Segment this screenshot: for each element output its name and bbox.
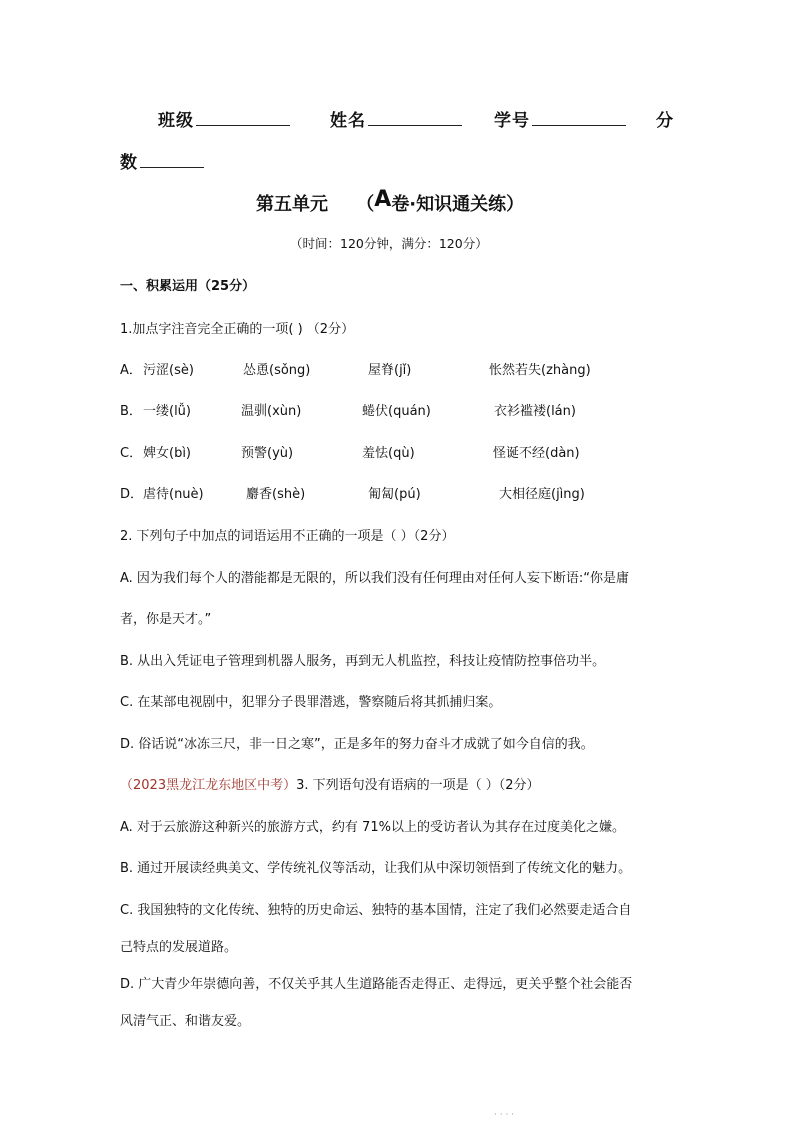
option-item: 怂恿(sǒng) [243, 363, 311, 378]
name-blank[interactable] [368, 109, 462, 126]
title-rest: 卷·知识通关练） [391, 194, 525, 215]
class-blank[interactable] [196, 109, 290, 126]
question-3-option-c-continued: 己特点的发展道路。 [120, 940, 238, 955]
option-letter: B． [120, 404, 142, 419]
name-field [330, 106, 462, 131]
unit-title: 第五单元 [256, 194, 328, 215]
watermark-dots: · · · · [494, 1110, 515, 1120]
option-item: 污涩(sè) [143, 363, 194, 378]
student-id-field [494, 106, 626, 131]
question-3-option-c[interactable]: C. 我国独特的文化传统、独特的历史命运、独特的基本国情，注定了我们必然要走适合自 [120, 903, 632, 918]
question-3-option-d-continued: 风清气正、和谐友爱。 [120, 1014, 251, 1029]
question-source: （2023黑龙江龙东地区中考） [120, 778, 297, 793]
question-3-stem: 3. 下列语句没有语病的一项是（ ）（2分） [296, 778, 540, 793]
paper-letter: A [374, 187, 392, 212]
title-paren: （ [356, 194, 375, 215]
score-blank[interactable] [140, 151, 204, 168]
score-field [120, 148, 204, 173]
question-1-stem: 1.加点字注音完全正确的一项( ) （2分） [120, 322, 355, 337]
option-item: 大相径庭(jìng) [499, 487, 585, 502]
option-item: 蜷伏(quán) [362, 404, 431, 419]
option-letter: A． [120, 363, 142, 378]
class-label: 班级 [158, 111, 194, 131]
question-2-stem: 2. 下列句子中加点的词语运用不正确的一项是（ ）（2分） [120, 529, 455, 544]
exam-info: （时间：120分钟，满分：120分） [290, 236, 488, 251]
option-item: 羞怯(qù) [362, 446, 415, 461]
question-2-option-c[interactable]: C. 在某部电视剧中，犯罪分子畏罪潜逃，警察随后将其抓捕归案。 [120, 695, 502, 710]
question-2-option-a-continued: 者，你是天才。” [120, 612, 212, 627]
option-letter: C． [120, 446, 143, 461]
score-label-part2: 数 [120, 153, 138, 173]
option-item: 预警(yù) [241, 446, 294, 461]
option-item: 怅然若失(zhàng) [489, 363, 591, 378]
option-item: 衣衫褴褛(lán) [494, 404, 576, 419]
question-2-option-b[interactable]: B. 从出入凭证电子管理到机器人服务，再到无人机监控，科技让疫情防控事倍功半。 [120, 654, 606, 669]
section-heading: 一、积累运用（25分） [120, 279, 256, 294]
option-item: 婢女(bì) [143, 446, 192, 461]
student-id-label: 学号 [494, 111, 530, 131]
option-item: 虐待(nuè) [143, 487, 204, 502]
question-3-option-a[interactable]: A. 对于云旅游这种新兴的旅游方式，约有 71%以上的受访者认为其存在过度美化之嫌。 [120, 820, 625, 835]
name-label: 姓名 [330, 111, 366, 131]
option-item: 麝香(shè) [246, 487, 306, 502]
question-2-option-d[interactable]: D. 俗话说“冰冻三尺，非一日之寒”，正是多年的努力奋斗才成就了如今自信的我。 [120, 737, 594, 752]
option-item: 一缕(lǚ) [143, 404, 191, 419]
student-id-blank[interactable] [532, 109, 626, 126]
option-item: 匍匐(pú) [368, 487, 421, 502]
question-3-header [120, 774, 540, 793]
question-3-option-b[interactable]: B. 通过开展读经典美文、学传统礼仪等活动，让我们从中深切领悟到了传统文化的魅力。 [120, 861, 632, 876]
question-2-option-a[interactable]: A. 因为我们每个人的潜能都是无限的，所以我们没有任何理由对任何人妄下断语:“你是庸 [120, 571, 630, 586]
option-letter: D． [120, 487, 144, 502]
option-item: 屋脊(jǐ) [368, 363, 412, 378]
score-label-part1: 分 [656, 111, 674, 131]
question-3-option-d[interactable]: D. 广大青少年崇德向善，不仅关乎其人生道路能否走得正、走得远，更关乎整个社会能否 [120, 977, 633, 992]
option-item: 温驯(xùn) [241, 404, 302, 419]
option-item: 怪诞不经(dàn) [493, 446, 580, 461]
class-field [158, 106, 290, 131]
page-title [256, 187, 525, 216]
